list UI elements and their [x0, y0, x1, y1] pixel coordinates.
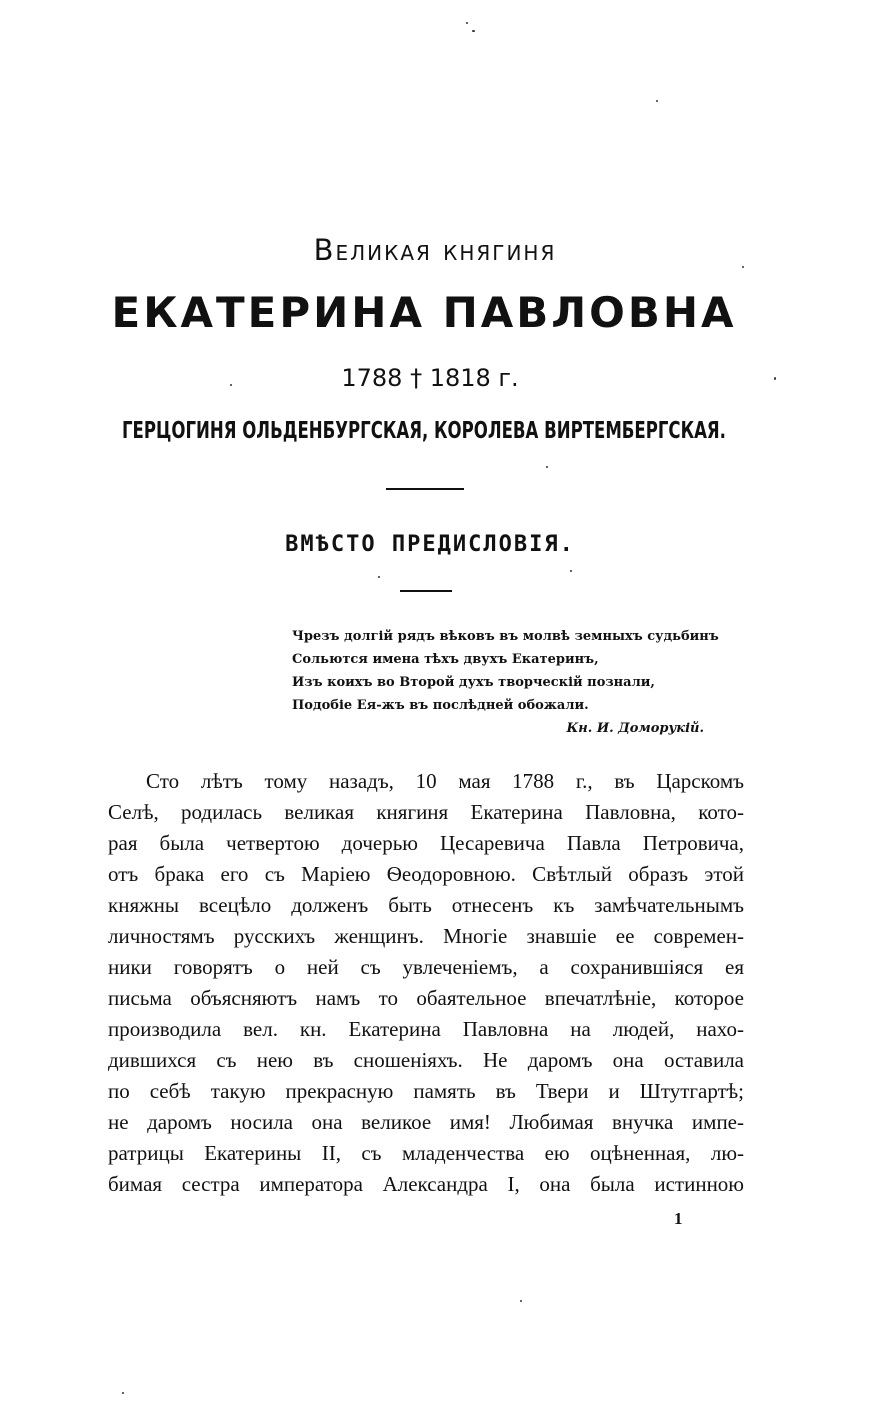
body-line: бимая сестра императора Александра I, она была истинною — [108, 1172, 744, 1196]
body-line: рая была четвертою дочерью Цесаревича Павла Петровича, — [108, 831, 744, 855]
scan-speck — [570, 570, 572, 572]
body-line: не даромъ носила она великое имя! Любимая внучка импе- — [108, 1110, 744, 1134]
body-line: Селѣ, родилась великая княгиня Екатерина Павловна, кото- — [108, 800, 744, 824]
epigraph — [292, 625, 719, 740]
body-line: отъ брака его съ Маріею Ѳеодоровною. Свѣтлый образъ этой — [108, 862, 744, 886]
body-line: ники говорятъ о ней съ увлеченіемъ, а сохранившіяся ея — [108, 955, 744, 979]
title-name: ЕКАТЕРИНА ПАВЛОВНА — [111, 288, 737, 337]
body-line: княжны всецѣло долженъ быть отнесенъ къ замѣчательнымъ — [108, 893, 744, 917]
divider-rule — [400, 590, 452, 592]
scan-speck — [520, 1300, 522, 1302]
scan-speck — [472, 30, 475, 32]
title-years: 1788 † 1818 г. — [341, 364, 519, 392]
title-subtitle: ГЕРЦОГИНЯ ОЛЬДЕНБУРГСКАЯ, КОРОЛЕВА ВИРТЕМБЕРГСКАЯ. — [122, 418, 726, 444]
scan-speck — [230, 384, 232, 386]
body-line: письма объясняютъ намъ то обаятельное впечатлѣніе, которое — [108, 986, 744, 1010]
epigraph-line: Подобіе Ея-жъ въ послѣдней обожали. — [292, 698, 589, 713]
epigraph-line: Чрезъ долгій рядъ вѣковъ въ молвѣ земныхъ судьбинъ — [292, 629, 719, 644]
title-grand-duchess: Великая княгиня — [313, 233, 557, 267]
body-line: личностямъ русскихъ женщинъ. Многіе знавшіе ее современ- — [108, 924, 744, 948]
body-paragraph — [108, 766, 744, 1200]
preface-heading: ВМѢСТО ПРЕДИСЛОВІЯ. — [285, 532, 575, 557]
scan-speck — [656, 100, 658, 102]
epigraph-line: Изъ коихъ во Второй духъ творческій познали, — [292, 675, 655, 690]
body-line: дившихся съ нею въ сношеніяхъ. Не даромъ она оставила — [108, 1048, 744, 1072]
scan-speck — [742, 266, 744, 268]
scan-speck — [122, 1392, 124, 1394]
scan-speck — [378, 576, 380, 578]
scan-speck — [774, 377, 776, 380]
body-line: по себѣ такую прекрасную память въ Твери и Штутгартѣ; — [108, 1079, 744, 1103]
page-number: 1 — [674, 1209, 683, 1228]
body-line: ратрицы Екатерины II, съ младенчества ею оцѣненная, лю- — [108, 1141, 744, 1165]
scan-speck — [546, 466, 548, 468]
divider-rule — [386, 488, 464, 490]
body-line: Сто лѣтъ тому назадъ, 10 мая 1788 г., въ Царскомъ — [146, 769, 744, 793]
body-line: производила вел. кн. Екатерина Павловна на людей, нахо- — [108, 1017, 744, 1041]
scan-speck — [466, 22, 468, 24]
epigraph-attribution: Кн. И. Доморукій. — [566, 721, 704, 736]
epigraph-line: Сольются имена тѣхъ двухъ Екатеринъ, — [292, 652, 599, 667]
